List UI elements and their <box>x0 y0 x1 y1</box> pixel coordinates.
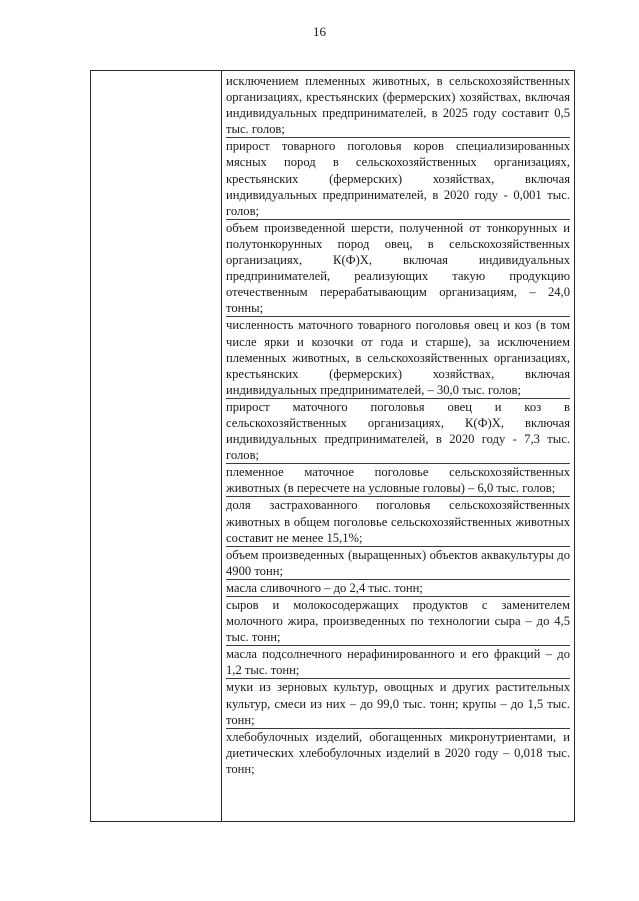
paragraph: муки из зерновых культур, овощных и других растительных культур, смеси из них – до 99,0 тыс. тонн; крупы – до 1,5 тыс. тонн; <box>226 680 570 727</box>
paragraph: прирост маточного поголовья овец и коз в сельскохозяйственных организациях, К(Ф)Х, включая индивидуальных предпринимателей, в 2020 году - 7,3 тыс. голов; <box>226 399 570 463</box>
table-content-cell <box>226 73 570 777</box>
paragraph: объем произведенной шерсти, полученной от тонкорунных и полутонкорунных пород овец, в сельскохозяйственных организациях, К(Ф)Х, включая индивидуальных предпринимателей, реализующих такую продукцию отечественным перерабатывающим организациям, – 24,0 тонны; <box>226 220 570 316</box>
paragraph: численность маточного товарного поголовья овец и коз (в том числе ярки и козочки от года и старше), за исключением племенных животных, в сельскохозяйственных организациях, крестьянских (фермерских) хозяйствах, включая индивидуальных предпринимателей, – 30,0 тыс. голов; <box>226 318 570 397</box>
paragraph: масла подсолнечного нерафинированного и его фракций – до 1,2 тыс. тонн; <box>226 647 570 678</box>
paragraph: хлебобулочных изделий, обогащенных микронутриентами, и диетических хлебобулочных изделий в 2020 году – 0,018 тыс. тонн; <box>226 729 570 776</box>
paragraph: прирост товарного поголовья коров специализированных мясных пород в сельскохозяйственных организациях, крестьянских (фермерских) хозяйствах, включая индивидуальных предпринимателей, в 2020 году - 0,001 тыс. голов; <box>226 139 570 218</box>
paragraph: масла сливочного – до 2,4 тыс. тонн; <box>226 579 570 596</box>
paragraph: племенное маточное поголовье сельскохозяйственных животных (в пересчете на условные головы) – 6,0 тыс. голов; <box>226 465 570 496</box>
paragraph: исключением племенных животных, в сельскохозяйственных организациях, крестьянских (фермерских) хозяйствах, включая индивидуальных предпринимателей, в 2025 году составит 0,5 тыс. голов; <box>226 74 570 137</box>
page-number: 16 <box>313 24 326 39</box>
paragraph: сыров и молокосодержащих продуктов с заменителем молочного жира, произведенных по технологии сыра – до 4,5 тыс. тонн; <box>226 598 570 645</box>
paragraph: доля застрахованного поголовья сельскохозяйственных животных в общем поголовье сельскохозяйственных животных составит не менее 15,1%; <box>226 498 570 545</box>
paragraph: объем произведенных (выращенных) объектов аквакультуры до 4900 тонн; <box>226 547 570 578</box>
document-table <box>90 70 575 822</box>
column-divider <box>221 71 222 821</box>
